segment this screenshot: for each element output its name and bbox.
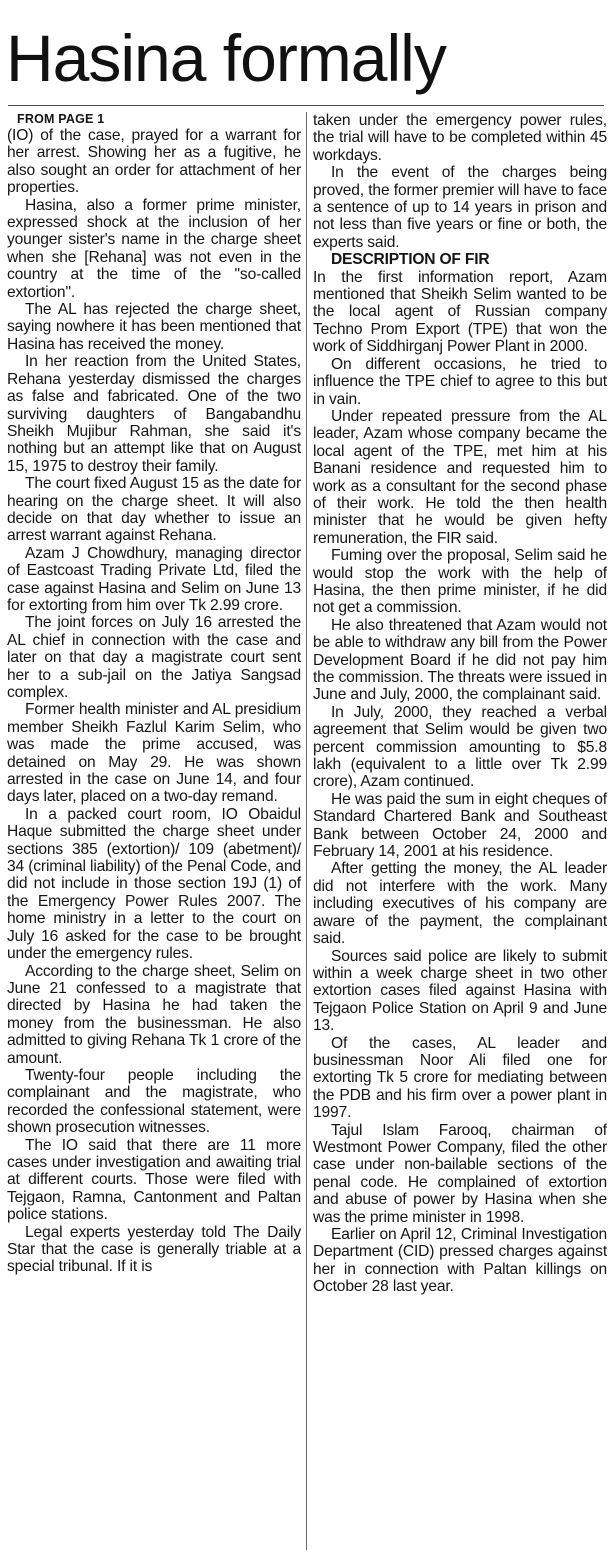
section-subhead: DESCRIPTION OF FIR xyxy=(331,251,490,269)
paragraph: According to the charge sheet, Selim on June 21 confessed to a magistrate that directed by Hasina he had taken the money from the businessman. He also admitted to giving Rehana Tk 1 crore of the amount. xyxy=(7,962,301,1067)
paragraph: The AL has rejected the charge sheet, saying nowhere it has been mentioned that Hasina has received the money. xyxy=(7,301,301,353)
paragraph: Twenty-four people including the complainant and the magistrate, who recorded the confessional statement, were shown prosecution witnesses. xyxy=(7,1066,301,1137)
paragraph: Sources said police are likely to submit within a week charge sheet in two other extortion cases filed against Hasina with Tejgaon Police Station on April 9 and June 13. xyxy=(313,947,607,1035)
paragraph: The joint forces on July 16 arrested the AL chief in connection with the case and later on that day a magistrate court sent her to a sub-jail on the Jatiya Sangsad complex. xyxy=(7,614,301,701)
paragraph: On different occasions, he tried to influence the TPE chief to agree to this but in vain. xyxy=(313,355,607,408)
paragraph: Azam J Chowdhury, managing director of Eastcoast Trading Private Ltd, filed the case against Hasina and Selim on June 13 for extorting from him over Tk 2.99 crore. xyxy=(7,544,301,614)
left-column xyxy=(7,112,301,1552)
paragraph: Tajul Islam Farooq, chairman of Westmont Power Company, filed the other case under non-bailable sections of the penal code. He complained of extortion and abuse of power by Hasina when she was the prime minister in 1998. xyxy=(313,1121,607,1226)
paragraph: In her reaction from the United States, Rehana yesterday dismissed the charges as false and fabricated. One of the two surviving daughters of Bangabandhu Sheikh Mujibur Rahman, she said it's nothing but an attempt like that on August 15, 1975 to destroy their family. xyxy=(7,353,301,475)
paragraph: The IO said that there are 11 more cases under investigation and awaiting trial at different courts. Those were filed with Tejgaon, Ramna, Cantonment and Paltan police stations. xyxy=(7,1136,301,1224)
paragraph: Of the cases, AL leader and businessman Noor Ali filed one for extorting Tk 5 crore for mediating between the PDB and his firm over a power plant in 1997. xyxy=(313,1034,607,1122)
dateline: FROM PAGE 1 xyxy=(17,112,105,126)
paragraph: Under repeated pressure from the AL leader, Azam whose company became the local agent of the TPE, met him at his Banani residence and requested him to work as a consultant for the second phase of their work. He told the then health minister that he would be given hefty remuneration, the FIR said. xyxy=(313,407,607,547)
paragraph: In the event of the charges being proved, the former premier will have to face a sentence of up to 14 years in prison and not less than five years or fine or both, the experts said. xyxy=(313,164,607,251)
paragraph: The court fixed August 15 as the date for hearing on the charge sheet. It will also decide on that day whether to issue an arrest warrant against Rehana. xyxy=(7,475,301,545)
headline: Hasina formally xyxy=(6,21,446,95)
paragraph: In a packed court room, IO Obaidul Haque submitted the charge sheet under sections 385 (extortion)/ 109 (abetment)/ 34 (criminal liability) of the Penal Code, and did not include in those section 19J (1) of the Emergency Power Rules 2007. The home ministry in a letter to the court on July 16 asked for the case to be brought under the emergency rules. xyxy=(7,805,301,963)
paragraph: After getting the money, the AL leader did not interfere with the work. Many including executives of his company are aware of the payment, the complainant said. xyxy=(313,860,607,948)
paragraph: Former health minister and AL presidium member Sheikh Fazlul Karim Selim, who was made the prime accused, was detained on May 29. He was shown arrested in the case on June 14, and four days later, placed on a two-day remand. xyxy=(7,701,301,806)
paragraph: Fuming over the proposal, Selim said he would stop the work with the help of Hasina, the then prime minister, if he did not get a commission. xyxy=(313,547,607,617)
paragraph: Earlier on April 12, Criminal Investigation Department (CID) pressed charges against her in connection with Paltan killings on October 28 last year. xyxy=(313,1226,607,1296)
paragraph: He was paid the sum in eight cheques of Standard Chartered Bank and Southeast Bank between October 24, 2000 and February 14, 2001 at his residence. xyxy=(313,790,607,861)
paragraph: Legal experts yesterday told The Daily Star that the case is generally triable at a special tribunal. If it is xyxy=(7,1223,301,1276)
headline-rule xyxy=(8,105,604,106)
paragraph: taken under the emergency power rules, the trial will have to be completed within 45 workdays. xyxy=(313,112,607,164)
paragraph: He also threatened that Azam would not be able to withdraw any bill from the Power Development Board if he did not pay him the commission. The threats were issued in June and July, 2000, the complainant said. xyxy=(313,616,607,704)
paragraph: (IO) of the case, prayed for a warrant for her arrest. Showing her as a fugitive, he also sought an order for attachment of her properties. xyxy=(7,127,301,197)
paragraph: In the first information report, Azam mentioned that Sheikh Selim wanted to be the local agent of Russian company Techno Prom Export (TPE) that won the work of Siddhirganj Power Plant in 2000. xyxy=(313,268,607,356)
paragraph: Hasina, also a former prime minister, expressed shock at the inclusion of her younger sister's name in the charge sheet when she [Rehana] was not even in the country at the time of the "so-called extortion". xyxy=(7,196,301,301)
paragraph: In July, 2000, they reached a verbal agreement that Selim would be given two percent commission amounting to $5.8 lakh (equivalent to a little over Tk 2.99 crore), Azam continued. xyxy=(313,703,607,791)
column-divider xyxy=(306,112,307,1550)
right-column xyxy=(313,112,607,1552)
